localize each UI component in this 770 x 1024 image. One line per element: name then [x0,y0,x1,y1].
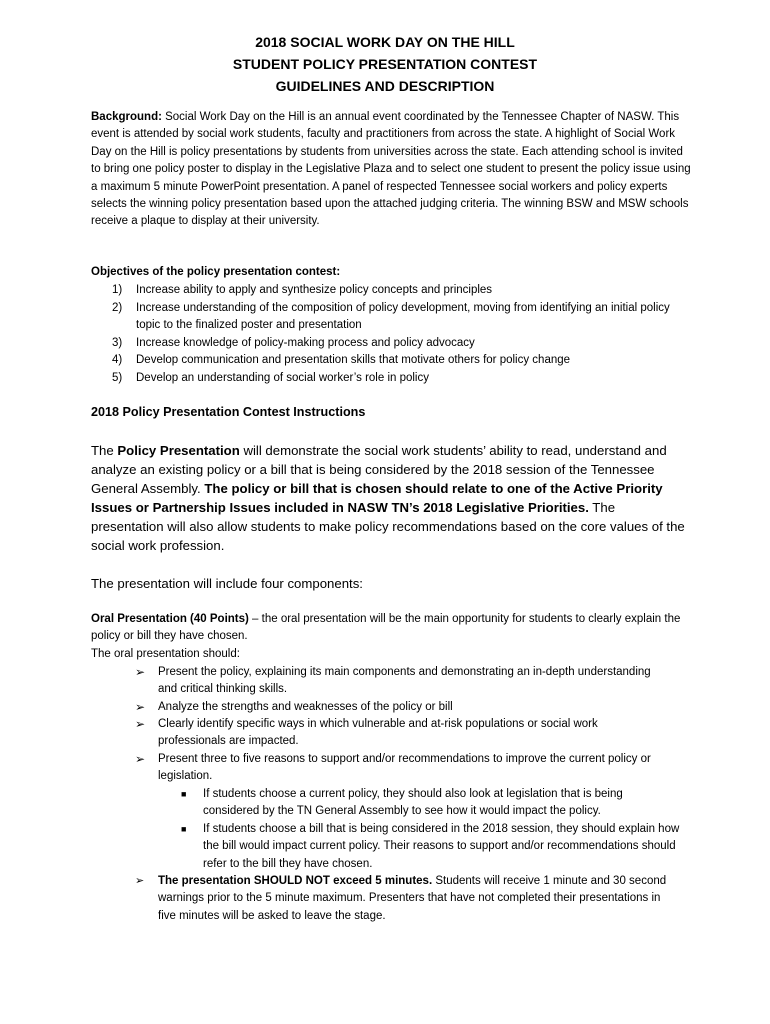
bullet-text [158,873,668,925]
components-intro: The presentation will include four components: [91,576,363,591]
arrow-bullet-icon: ➢ [135,875,145,887]
objectives-heading: Objectives of the policy presentation contest: [91,266,341,278]
sub-bullet-text: If students choose a bill that is being considered in the 2018 session, they should explain how the bill would impact current policy. Their reasons to support and/or recommendations should refer to the bill they have chosen. [203,823,680,870]
background-label: Background: [91,111,162,123]
oral-presentation-text: – the oral presentation will be the main opportunity for students to clearly explain the policy or bill they have chosen. [91,613,681,643]
bullet-text: Clearly identify specific ways in which vulnerable and at-risk populations or social work professionals are impacted. [158,718,598,748]
objective-number: 4) [112,354,123,366]
square-bullet-icon: ■ [181,824,187,834]
time-limit-label: The presentation SHOULD NOT exceed 5 minutes. [158,875,433,887]
background-text: Social Work Day on the Hill is an annual event coordinated by the Tennessee Chapter of NASW. This event is attended by social work students, faculty and practitioners from across the state. A highlight of Social Work Day on the Hill is policy presentations by students from universities across the state. Each attending school is invited to bring one policy poster to display in the Legislative Plaza and to select one student to present the policy issue using a maximum 5 minute PowerPoint presentation. A panel of respected Tennessee social workers and policy experts selects the winning policy presentation based upon the attached judging criteria. The winning BSW and MSW schools receive a plaque to display at their university. [91,111,691,228]
instructions-policy-presentation: Policy Presentation [117,443,240,458]
title-line-3: GUIDELINES AND DESCRIPTION [275,78,495,94]
bullet-text: Present three to five reasons to support and/or recommendations to improve the current policy or legislation. [158,753,651,783]
instructions-priority-note: The policy or bill that is chosen should relate to one of the Active Priority Issues or Partnership Issues included in NASW TN’s 2018 Legislative Priorities. [91,481,663,515]
objective-text: Increase knowledge of policy-making process and policy advocacy [136,337,475,349]
instructions-text-e: The presentation will also allow students to make policy recommendations based on the core values of the social work profession. [91,500,685,553]
instructions-text-a: The [91,443,118,458]
objective-text: Develop an understanding of social worker’s role in policy [136,372,429,384]
bullet-text: Analyze the strengths and weaknesses of the policy or bill [158,701,453,713]
time-limit-text: Students will receive 1 minute and 30 second warnings prior to the 5 minute maximum. Presenters that have not completed their presentations in five minutes will be asked to leave the stage. [158,875,667,922]
title-line-1: 2018 SOCIAL WORK DAY ON THE HILL [255,34,515,50]
arrow-bullet-icon: ➢ [135,752,146,766]
oral-presentation-label: Oral Presentation (40 Points) [91,613,249,625]
objective-number: 2) [112,302,123,314]
square-bullet-icon: ■ [181,789,187,799]
oral-presentation-paragraph [91,611,691,646]
bullet-text: Present the policy, explaining its main components and demonstrating an in-depth understanding and critical thinking skills. [158,666,651,696]
objective-number: 5) [112,372,123,384]
objective-text: Develop communication and presentation skills that motivate others for policy change [136,354,571,366]
instructions-heading: 2018 Policy Presentation Contest Instructions [91,405,366,419]
objective-number: 3) [112,337,123,349]
sub-bullet-text: If students choose a current policy, they should also look at legislation that is being considered by the TN General Assembly to see how it would impact the policy. [203,788,623,818]
background-paragraph [91,109,691,231]
arrow-bullet-icon: ➢ [135,717,146,731]
arrow-bullet-icon: ➢ [135,700,146,714]
objective-text: Increase understanding of the composition of policy development, moving from identifying an initial policy topic to the finalized poster and presentation [136,302,670,332]
arrow-bullet-icon: ➢ [135,665,146,679]
title-line-2: STUDENT POLICY PRESENTATION CONTEST [232,56,538,72]
oral-should-text: The oral presentation should: [91,648,240,660]
objective-text: Increase ability to apply and synthesize policy concepts and principles [136,284,493,296]
objective-number: 1) [112,284,123,296]
instructions-text-c: will demonstrate the social work students’ ability to read, understand and analyze an existing policy or a bill that is being considered by the 2018 session of the Tennessee General Assembly. [91,443,667,496]
instructions-paragraph [91,441,691,555]
